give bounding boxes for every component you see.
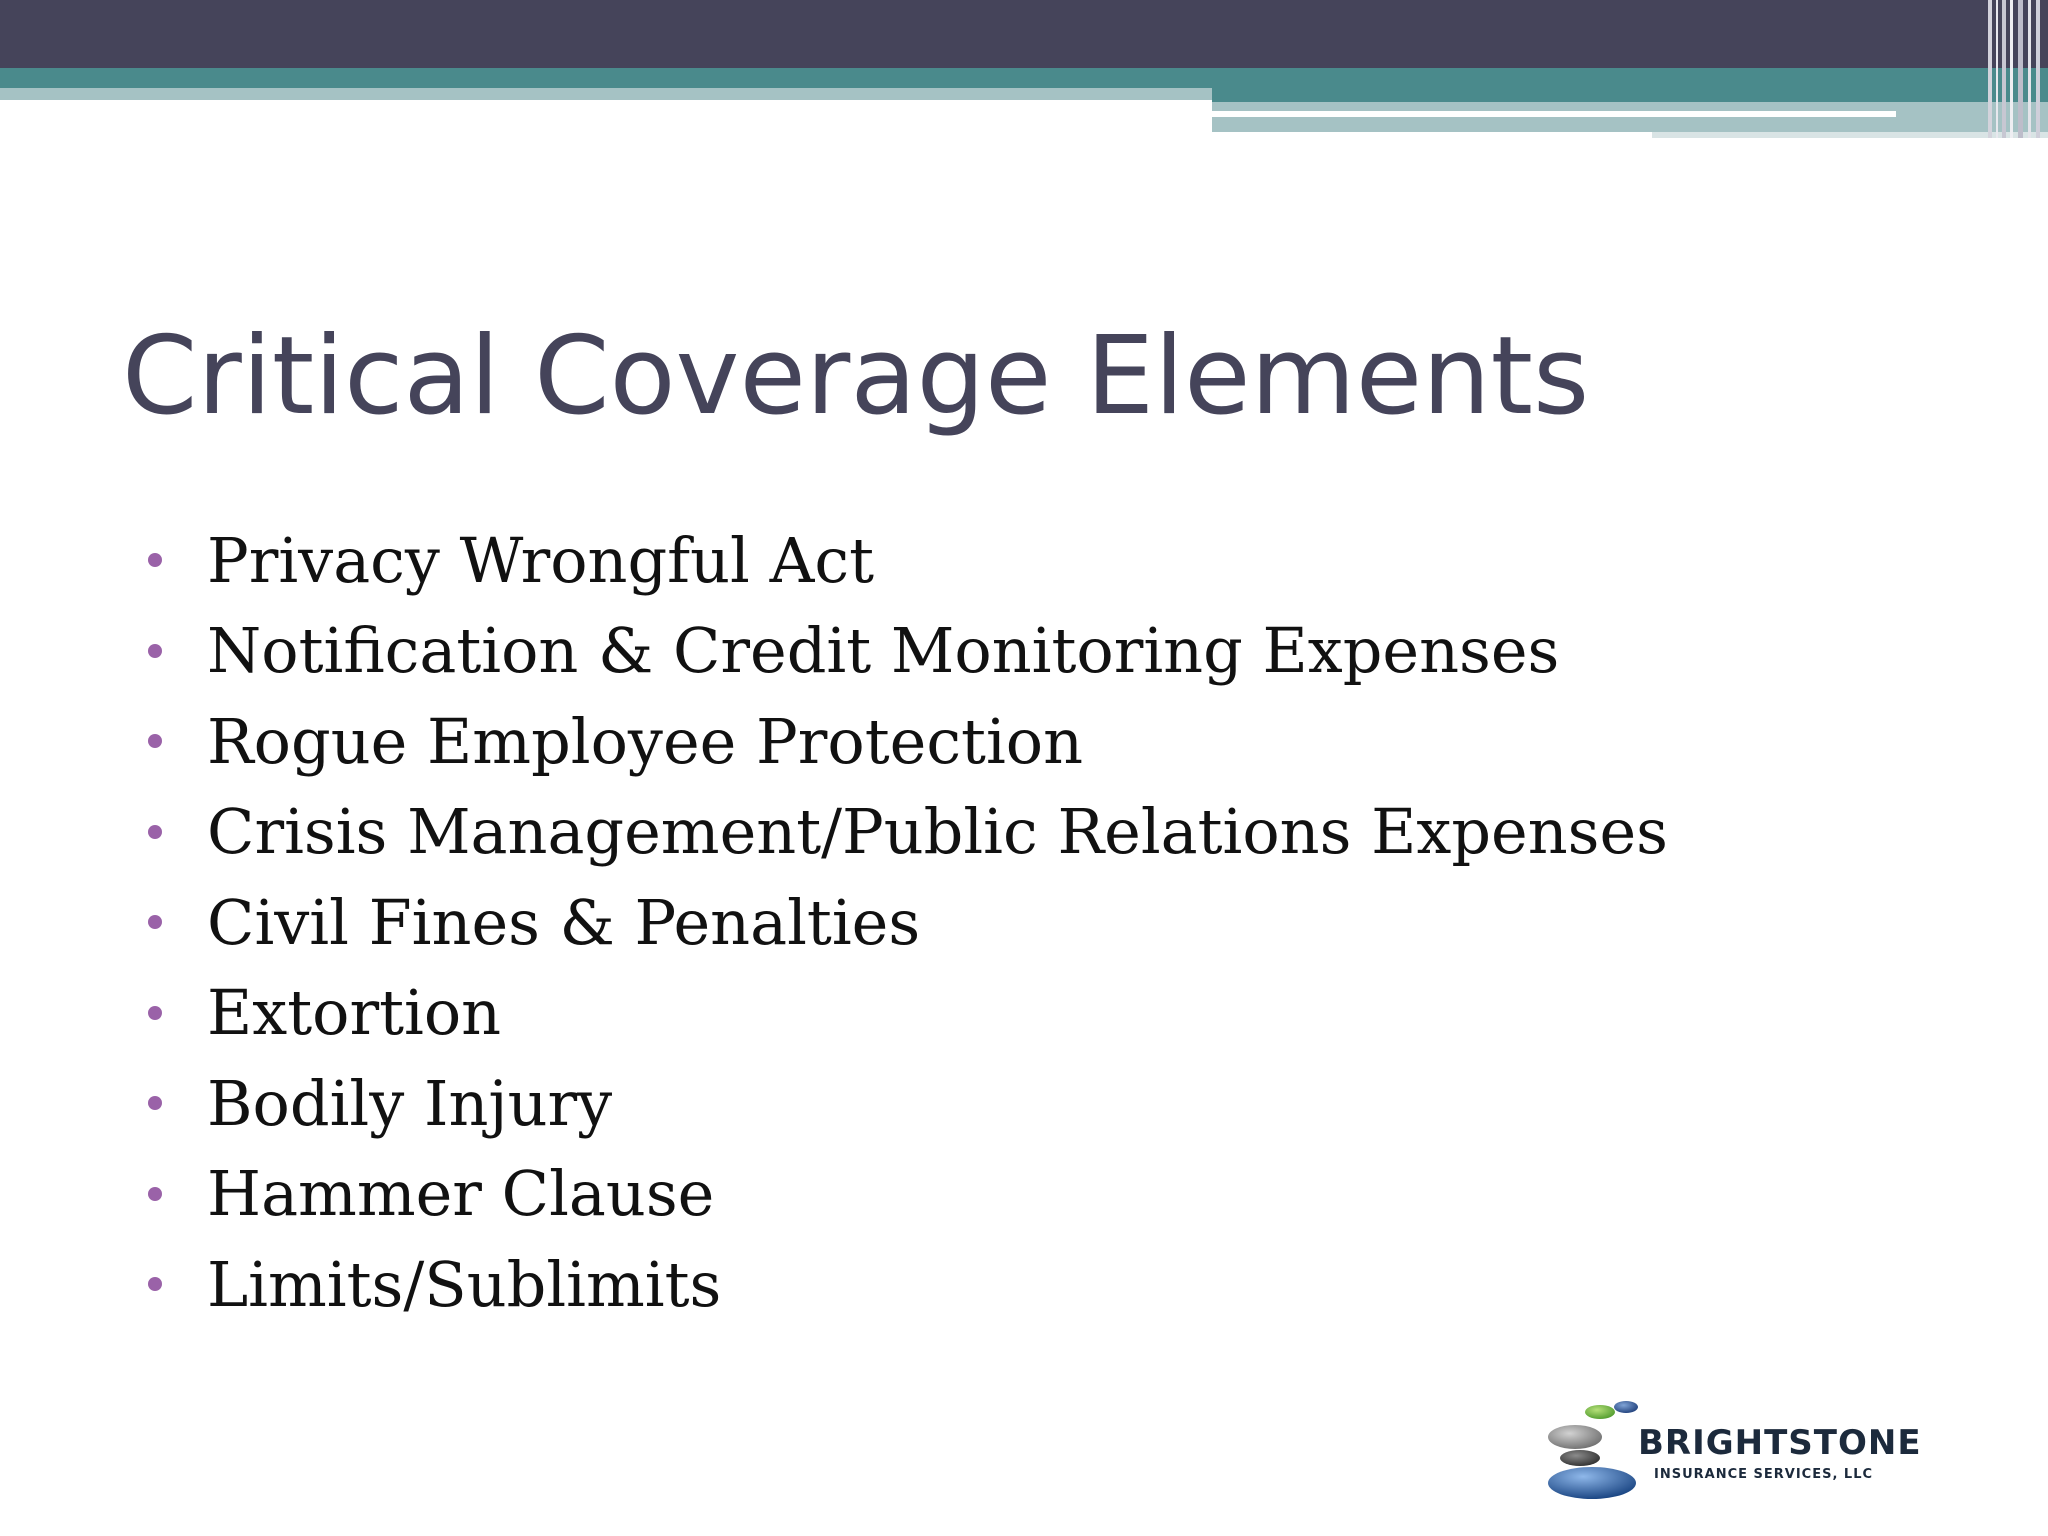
bullet-item xyxy=(148,606,1668,697)
slide-title: Critical Coverage Elements xyxy=(122,314,1590,439)
bullet-dot-icon xyxy=(148,1187,162,1201)
bullet-item xyxy=(148,877,1668,968)
bullet-item xyxy=(148,1149,1668,1240)
bullet-dot-icon xyxy=(148,915,162,929)
bullet-text: Bodily Injury xyxy=(207,1066,613,1140)
bullet-text: Privacy Wrongful Act xyxy=(207,523,874,597)
bullet-item xyxy=(148,968,1668,1059)
bullet-dot-icon xyxy=(148,1096,162,1110)
bullet-item xyxy=(148,787,1668,878)
header-bar-teal-right xyxy=(1212,88,2048,102)
bullet-dot-icon xyxy=(148,553,162,567)
bullet-text: Crisis Management/Public Relations Expenses xyxy=(207,795,1668,869)
company-logo xyxy=(1540,1395,1960,1505)
bullet-item xyxy=(148,515,1668,606)
bullet-dot-icon xyxy=(148,644,162,658)
header-bar-light-left xyxy=(0,88,1212,100)
bullet-dot-icon xyxy=(148,825,162,839)
bullet-item xyxy=(148,1058,1668,1149)
header-bar-dark xyxy=(0,0,2048,68)
header-bar-light-right xyxy=(1212,102,2048,132)
bullet-list xyxy=(148,515,1668,1330)
bullet-dot-icon xyxy=(148,1006,162,1020)
logo-name: BRIGHTSTONE xyxy=(1638,1423,1922,1463)
bullet-text: Extortion xyxy=(207,976,502,1050)
bullet-item xyxy=(148,696,1668,787)
stacked-stones-icon xyxy=(1540,1395,1650,1505)
bullet-dot-icon xyxy=(148,1277,162,1291)
bullet-text: Limits/Sublimits xyxy=(207,1247,722,1321)
bullet-text: Notification & Credit Monitoring Expenses xyxy=(207,614,1560,688)
bullet-text: Hammer Clause xyxy=(207,1157,715,1231)
bullet-text: Rogue Employee Protection xyxy=(207,704,1084,778)
bullet-text: Civil Fines & Penalties xyxy=(207,885,921,959)
header-accent-line xyxy=(1212,111,1896,117)
logo-subtitle: INSURANCE SERVICES, LLC xyxy=(1654,1467,1874,1482)
bullet-item xyxy=(148,1239,1668,1330)
header-bar-teal xyxy=(0,68,2048,88)
bullet-dot-icon xyxy=(148,734,162,748)
